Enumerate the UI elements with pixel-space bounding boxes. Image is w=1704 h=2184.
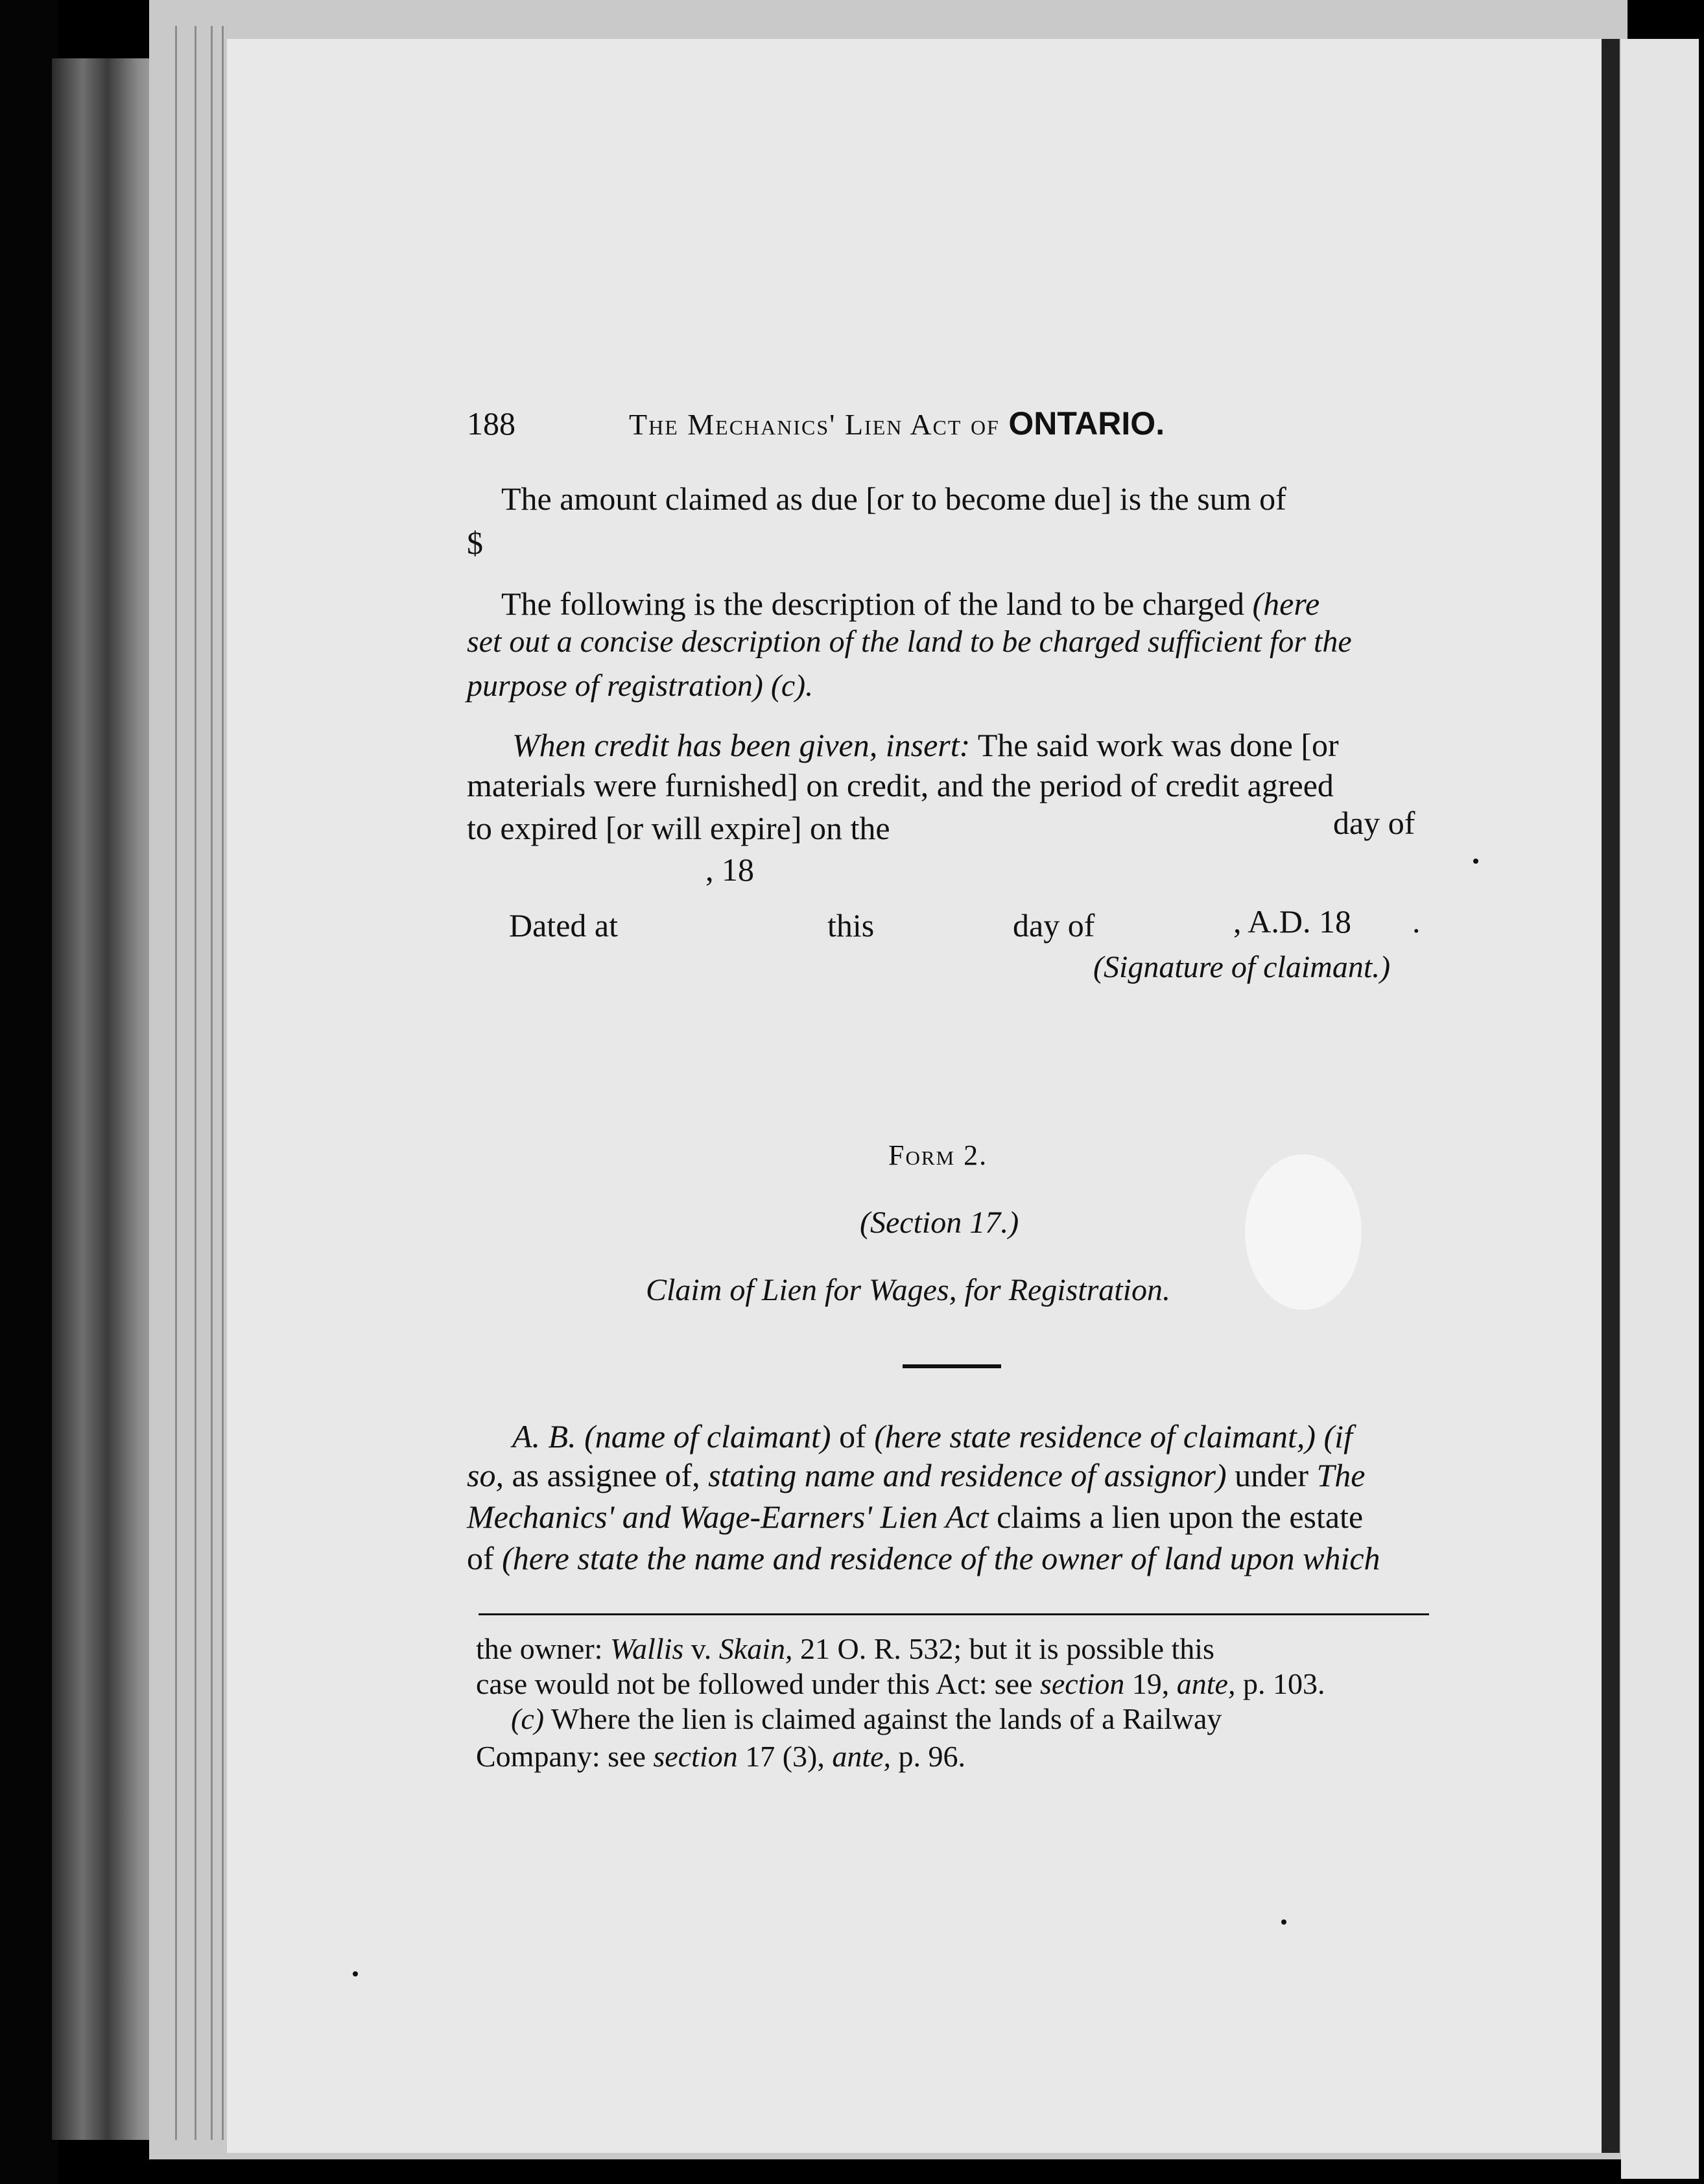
- header-title-text: The Mechanics' Lien Act of: [629, 408, 1000, 441]
- scan-edge-left: [0, 0, 58, 2184]
- form-subtitle: Claim of Lien for Wages, for Registration.: [646, 1273, 1170, 1307]
- amount-line-1: The amount claimed as due [or to become due] is the sum of: [501, 481, 1286, 517]
- credit-line-4: , 18: [705, 851, 754, 888]
- description-line-3: purpose of registration) (c).: [467, 669, 814, 703]
- claim-line-3: Mechanics' and Wage-Earners' Lien Act claims a lien upon the estate: [467, 1499, 1364, 1535]
- header-title-bold: ONTARIO.: [1008, 405, 1165, 442]
- gutter-shadow: [1602, 39, 1620, 2153]
- dated-ad: , A.D. 18: [1233, 903, 1351, 940]
- credit-line-2: materials were furnished] on credit, and the period of credit agreed: [467, 767, 1334, 803]
- dated-period: .: [1412, 903, 1421, 940]
- facing-page-edge: [1621, 39, 1704, 2179]
- footnote-line-4: Company: see section 17 (3), ante, p. 96.: [476, 1740, 966, 1773]
- page-number: 188: [467, 405, 515, 442]
- scan-blemish: [1245, 1154, 1362, 1310]
- book-page: [227, 39, 1602, 2153]
- running-header: [629, 405, 1165, 442]
- description-line-1: The following is the description of the land to be charged (here: [501, 586, 1320, 622]
- scan-speck: [1281, 1919, 1286, 1925]
- credit-line-3-b: day of: [1333, 805, 1415, 841]
- claim-line-1: A. B. (name of claimant) of (here state residence of claimant,) (if: [512, 1418, 1353, 1454]
- dated-at: Dated at: [509, 907, 618, 944]
- footnote-rule: [479, 1613, 1429, 1615]
- scan-edge-right: [1699, 0, 1704, 2184]
- dated-day-of: day of: [1013, 907, 1095, 944]
- footnote-line-1: the owner: Wallis v. Skain, 21 O. R. 532; but it is possible this: [476, 1632, 1214, 1665]
- scan-speck: [353, 1971, 358, 1976]
- credit-line-1: When credit has been given, insert: The said work was done [or: [512, 727, 1339, 763]
- description-line-2: set out a concise description of the land to be charged sufficient for the: [467, 624, 1352, 659]
- credit-line-3-a: to expired [or will expire] on the: [467, 810, 890, 846]
- footnote-line-3: (c) Where the lien is claimed against the lands of a Railway: [511, 1702, 1222, 1735]
- form-title: Form 2.: [888, 1139, 988, 1171]
- amount-line-2: $: [467, 525, 483, 561]
- scan-speck: [1473, 859, 1478, 864]
- claim-line-2: so, as assignee of, stating name and residence of assignor) under The: [467, 1457, 1366, 1493]
- claim-line-4: of (here state the name and residence of the owner of land upon which: [467, 1540, 1380, 1576]
- dated-this: this: [827, 907, 875, 944]
- section-divider: [903, 1364, 1001, 1368]
- form-section: (Section 17.): [860, 1205, 1019, 1240]
- footnote-line-2: case would not be followed under this Act: see section 19, ante, p. 103.: [476, 1667, 1325, 1700]
- signature-label: (Signature of claimant.): [1093, 950, 1391, 984]
